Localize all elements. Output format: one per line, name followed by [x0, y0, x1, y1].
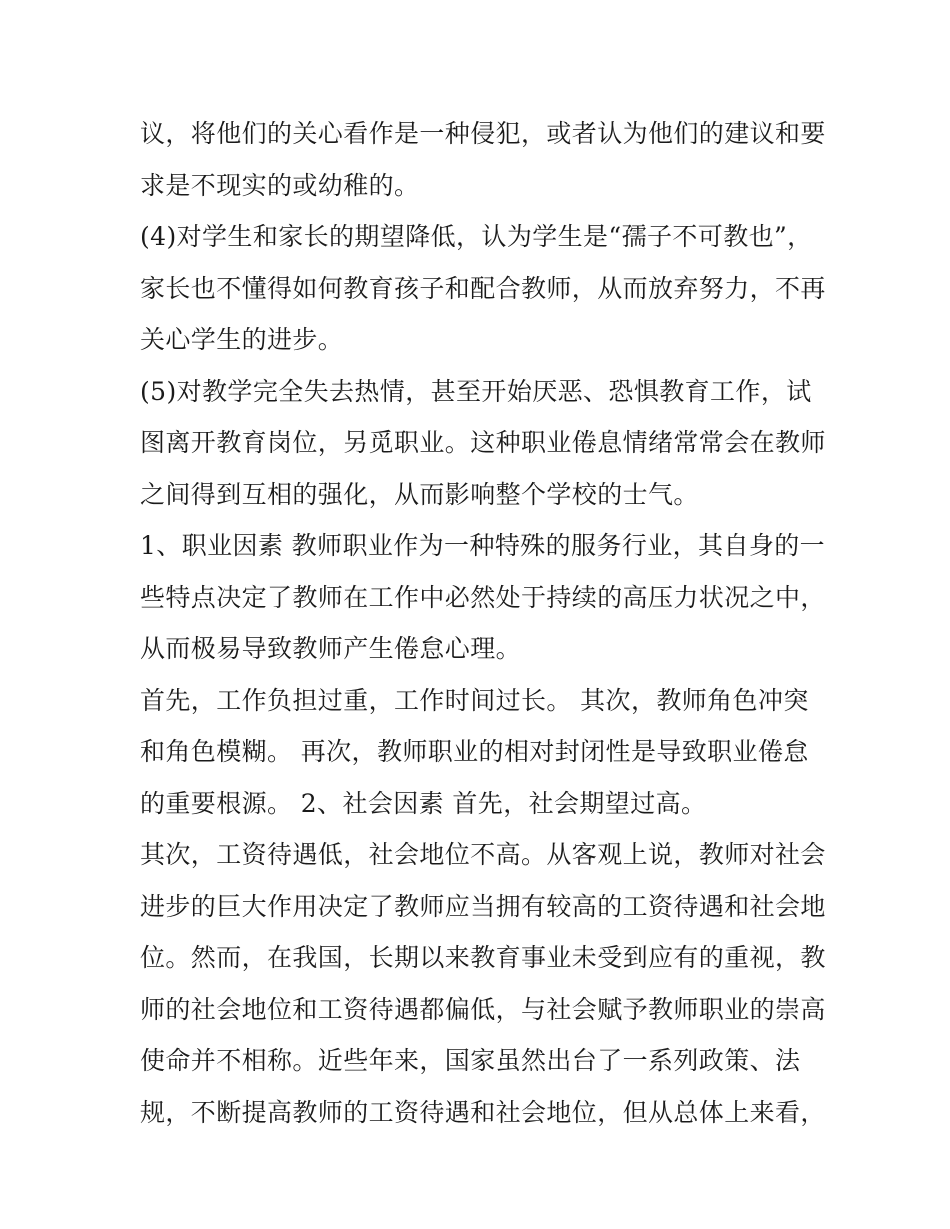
text-line: 关心学生的进步。 — [140, 325, 344, 354]
text-line: 规，不断提高教师的工资待遇和社会地位，但从总体上来看， — [140, 1097, 826, 1127]
document-page — [140, 108, 826, 1138]
text-line: 求是不现实的或幼稚的。 — [140, 170, 420, 200]
text-line: 师的社会地位和工资待遇都偏低，与社会赋予教师职业的崇高 — [140, 994, 826, 1024]
text-line: 1、职业因素 教师职业作为一种特殊的服务行业，其自身的一 — [140, 531, 826, 560]
text-line: 和角色模糊。 再次，教师职业的相对封闭性是导致职业倦怠 — [140, 737, 809, 766]
text-line: 的重要根源。 2、社会因素 首先，社会期望过高。 — [140, 788, 707, 818]
text-line: (4)对学生和家长的期望降低，认为学生是“孺子不可教也”， — [140, 222, 813, 251]
text-line: (5)对教学完全失去热情，甚至开始厌恶、恐惧教育工作，试 — [140, 376, 812, 406]
text-line: 其次，工资待遇低，社会地位不高。从客观上说，教师对社会 — [140, 840, 826, 869]
text-line: 进步的巨大作用决定了教师应当拥有较高的工资待遇和社会地 — [140, 891, 826, 921]
text-line: 从而极易导致教师产生倦怠心理。 — [140, 634, 522, 663]
text-line: 位。然而，在我国，长期以来教育事业未受到应有的重视，教 — [140, 943, 826, 972]
text-line: 使命并不相称。近些年来，国家虽然出台了一系列政策、法 — [140, 1046, 801, 1075]
text-line: 图离开教育岗位，另觅职业。这种职业倦息情绪常常会在教师 — [140, 428, 826, 457]
text-line: 议，将他们的关心看作是一种侵犯，或者认为他们的建议和要 — [140, 119, 826, 148]
text-line: 之间得到互相的强化，从而影响整个学校的士气。 — [140, 479, 699, 509]
text-line: 首先，工作负担过重，工作时间过长。 其次，教师角色冲突 — [140, 685, 809, 715]
text-line: 些特点决定了教师在工作中必然处于持续的高压力状况之中， — [140, 582, 826, 612]
text-line: 家长也不懂得如何教育孩子和配合教师，从而放弃努力，不再 — [140, 273, 826, 303]
